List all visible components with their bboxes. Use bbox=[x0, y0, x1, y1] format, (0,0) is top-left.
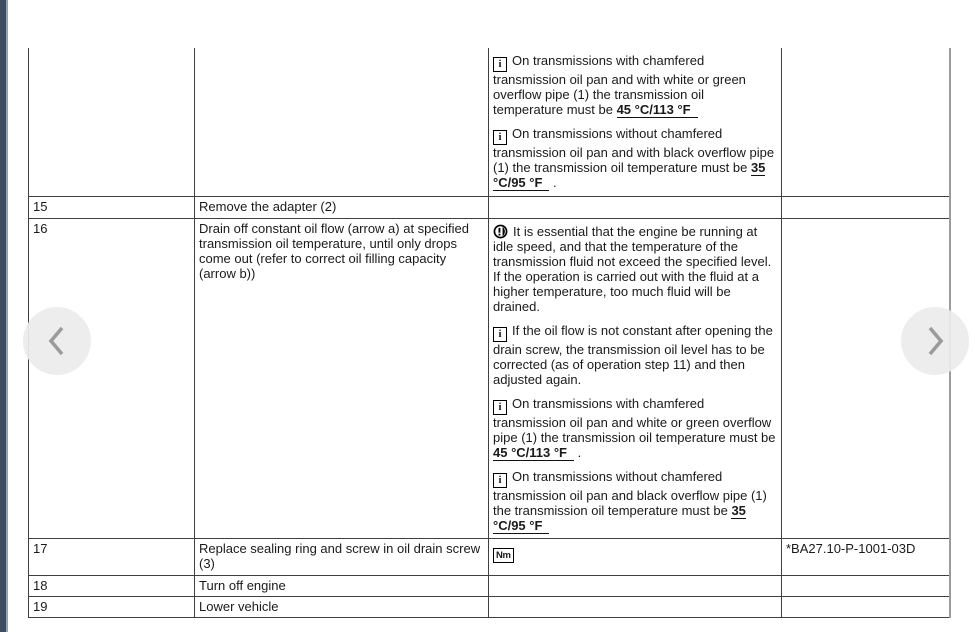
note-paragraph bbox=[493, 469, 776, 533]
description-cell: Drain off constant oil flow (arrow a) at specified transmission oil temperature, until only drops come out (refer to correct oil filling capacity (arrow b)) bbox=[195, 218, 489, 538]
info-icon: i bbox=[493, 57, 507, 72]
notes-cell bbox=[489, 218, 782, 538]
note-paragraph bbox=[493, 544, 776, 563]
note-paragraph bbox=[493, 323, 776, 387]
description-cell: Lower vehicle bbox=[195, 596, 489, 617]
step-cell: 19 bbox=[29, 596, 195, 617]
table-row bbox=[29, 48, 950, 196]
reference-cell bbox=[782, 218, 950, 538]
reference-cell bbox=[782, 575, 950, 596]
reference-cell: *BA27.10-P-1001-03D bbox=[782, 538, 950, 575]
note-text: It is essential that the engine be running at idle speed, and that the temperature of the transmission fluid not exceed the specified level. If the operation is carried out with the fluid at a higher temperature, too much fluid will be drained. bbox=[493, 223, 772, 314]
note-paragraph bbox=[493, 396, 776, 460]
info-icon: i bbox=[493, 473, 507, 488]
reference-cell bbox=[782, 596, 950, 617]
spec-value: 45 °C/113 °F bbox=[617, 102, 698, 118]
procedure-table bbox=[28, 48, 951, 618]
table-row bbox=[29, 538, 950, 575]
step-cell: 18 bbox=[29, 575, 195, 596]
reference-cell bbox=[782, 48, 950, 196]
spec-value: 35 °C/95 °F bbox=[493, 160, 766, 190]
procedure-table-body bbox=[29, 48, 950, 617]
spec-value: 35 °C/95 °F bbox=[493, 502, 746, 533]
info-icon: i bbox=[493, 327, 507, 342]
note-text: On transmissions without chamfered transmission oil pan and with black overflow pipe (1) the transmission oil temperature must be bbox=[493, 126, 775, 175]
note-text: If the oil flow is not constant after opening the drain screw, the transmission oil level has to be corrected (as of operation step 11) and then adjusted again. bbox=[493, 322, 773, 387]
note-paragraph bbox=[493, 224, 776, 314]
attention-icon bbox=[493, 224, 508, 239]
window-edge-bar-highlight bbox=[6, 0, 8, 632]
reference-cell bbox=[782, 196, 950, 218]
table-row bbox=[29, 596, 950, 617]
info-icon: i bbox=[493, 400, 507, 415]
table-row bbox=[29, 218, 950, 538]
chevron-left-icon bbox=[45, 325, 69, 357]
table-row bbox=[29, 575, 950, 596]
table-row bbox=[29, 196, 950, 218]
step-cell: 16 bbox=[29, 218, 195, 538]
torque-nm-icon: Nm bbox=[493, 548, 514, 563]
chevron-right-icon bbox=[923, 325, 947, 357]
description-cell: Replace sealing ring and screw in oil drain screw (3) bbox=[195, 538, 489, 575]
notes-cell bbox=[489, 596, 782, 617]
step-cell: 15 bbox=[29, 196, 195, 218]
step-cell: 17 bbox=[29, 538, 195, 575]
description-cell: Turn off engine bbox=[195, 575, 489, 596]
description-cell: Remove the adapter (2) bbox=[195, 196, 489, 218]
notes-cell bbox=[489, 196, 782, 218]
note-paragraph bbox=[493, 126, 776, 190]
next-page-button[interactable] bbox=[901, 307, 969, 375]
note-text: On transmissions with chamfered transmission oil pan and with white or green overflow pipe (1) the transmission oil temperature must be bbox=[493, 53, 746, 117]
note-text: On transmissions without chamfered transmission oil pan and black overflow pipe (1) the transmission oil temperature must be bbox=[493, 468, 767, 518]
description-cell bbox=[195, 48, 489, 196]
notes-cell bbox=[489, 575, 782, 596]
note-text: . bbox=[549, 175, 557, 190]
notes-cell bbox=[489, 48, 782, 196]
prev-page-button[interactable] bbox=[23, 307, 91, 375]
info-icon: i bbox=[493, 130, 507, 145]
note-paragraph bbox=[493, 53, 776, 117]
note-text: On transmissions with chamfered transmission oil pan and white or green overflow pipe (1) the transmission oil temperature must be bbox=[493, 395, 776, 445]
step-cell bbox=[29, 48, 195, 196]
notes-cell bbox=[489, 538, 782, 575]
note-text: . bbox=[574, 444, 582, 460]
spec-value: 45 °C/113 °F bbox=[493, 445, 574, 461]
